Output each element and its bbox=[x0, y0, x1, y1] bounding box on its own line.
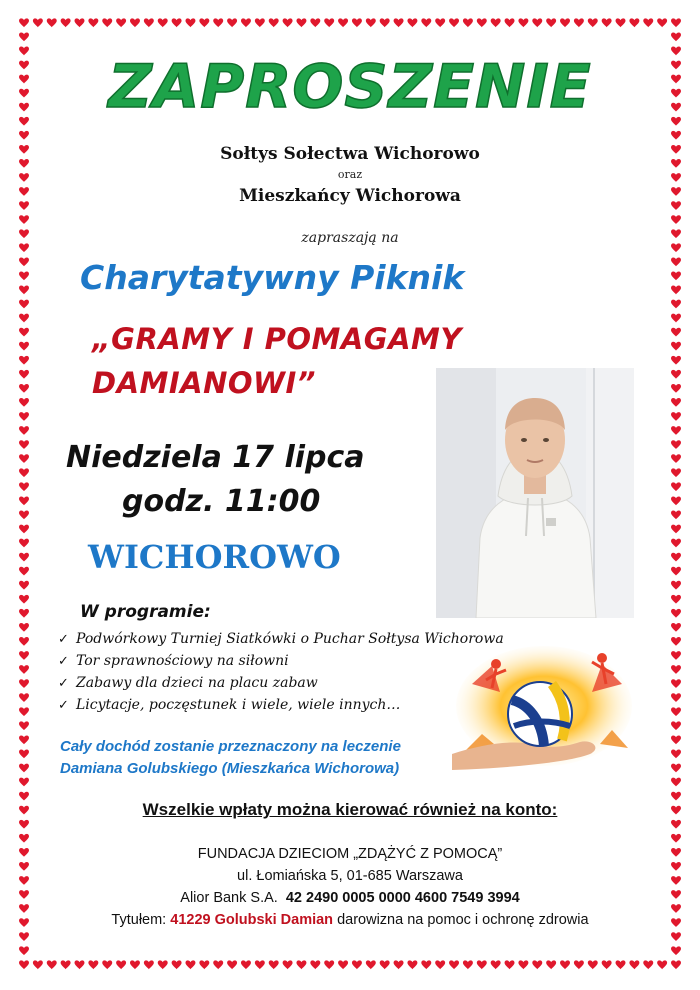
heart-icon bbox=[19, 426, 29, 435]
heart-icon bbox=[616, 960, 626, 969]
heart-icon bbox=[671, 834, 681, 843]
heart-icon bbox=[19, 932, 29, 941]
heart-icon bbox=[33, 18, 43, 27]
heart-icon bbox=[671, 637, 681, 646]
page-title: ZAPROSZENIE bbox=[108, 52, 592, 122]
heart-icon bbox=[671, 18, 681, 27]
heart-icon bbox=[185, 18, 195, 27]
heart-icon bbox=[19, 482, 29, 491]
heart-icon bbox=[19, 356, 29, 365]
heart-icon bbox=[255, 18, 265, 27]
payment-heading: Wszelkie wpłaty można kierować również na konto: bbox=[142, 800, 558, 819]
transfer-title-label: Tytułem: bbox=[111, 912, 167, 928]
heart-icon bbox=[671, 553, 681, 562]
program-item-2: Tor sprawnościowy na siłowni bbox=[76, 653, 289, 669]
heart-icon bbox=[144, 18, 154, 27]
heart-icon bbox=[560, 960, 570, 969]
heart-icon bbox=[657, 960, 667, 969]
heart-icon bbox=[241, 960, 251, 969]
heart-icon bbox=[19, 834, 29, 843]
heart-icon bbox=[19, 960, 29, 969]
heart-icon bbox=[19, 511, 29, 520]
heart-icon bbox=[671, 328, 681, 337]
heart-icon bbox=[19, 637, 29, 646]
heart-icon bbox=[671, 778, 681, 787]
heart-icon bbox=[19, 623, 29, 632]
heart-icon bbox=[671, 820, 681, 829]
program-item-3: Zabawy dla dzieci na placu zabaw bbox=[76, 675, 318, 691]
heart-icon bbox=[19, 525, 29, 534]
heart-icon bbox=[671, 412, 681, 421]
heart-icon bbox=[671, 131, 681, 140]
checkmark-icon: ✓ bbox=[58, 632, 69, 647]
heart-icon bbox=[671, 511, 681, 520]
foundation-name: FUNDACJA DZIECIOM „ZDĄŻYĆ Z POMOCĄ” bbox=[197, 846, 503, 862]
checkmark-icon: ✓ bbox=[58, 698, 69, 713]
heart-icon bbox=[546, 18, 556, 27]
heart-icon bbox=[19, 468, 29, 477]
heart-icon bbox=[671, 764, 681, 773]
heart-icon bbox=[671, 300, 681, 309]
heart-icon bbox=[74, 18, 84, 27]
heart-icon bbox=[671, 539, 681, 548]
heart-icon bbox=[269, 18, 279, 27]
heart-icon bbox=[19, 300, 29, 309]
checkmark-icon: ✓ bbox=[58, 654, 69, 669]
event-date: Niedziela 17 lipca bbox=[66, 440, 365, 475]
heart-icon bbox=[366, 18, 376, 27]
list-item bbox=[58, 650, 504, 672]
organizer-line-2: Mieszkańcy Wichorowa bbox=[239, 186, 461, 206]
transfer-title-rest: darowizna na pomoc i ochronę zdrowia bbox=[337, 912, 589, 928]
heart-icon bbox=[671, 609, 681, 618]
heart-icon bbox=[19, 32, 29, 41]
heart-icon bbox=[671, 342, 681, 351]
heart-icon bbox=[19, 370, 29, 379]
heart-icon bbox=[283, 18, 293, 27]
heart-icon bbox=[671, 370, 681, 379]
transfer-title-ref: 41229 Golubski Damian bbox=[170, 912, 334, 928]
heart-icon bbox=[629, 960, 639, 969]
heart-icon bbox=[33, 960, 43, 969]
heart-icon bbox=[518, 960, 528, 969]
heart-icon bbox=[19, 342, 29, 351]
heart-icon bbox=[47, 18, 57, 27]
heart-icon bbox=[671, 665, 681, 674]
note-line-1: Cały dochód zostanie przeznaczony na leczenie bbox=[60, 738, 401, 755]
heart-icon bbox=[172, 960, 182, 969]
transfer-title-line bbox=[0, 912, 700, 928]
heart-icon bbox=[671, 468, 681, 477]
heart-icon bbox=[352, 960, 362, 969]
heart-icon bbox=[283, 960, 293, 969]
heart-icon bbox=[449, 18, 459, 27]
heart-icon bbox=[19, 412, 29, 421]
heart-icon bbox=[19, 567, 29, 576]
heart-icon bbox=[477, 18, 487, 27]
heart-icon bbox=[366, 960, 376, 969]
heart-icon bbox=[671, 32, 681, 41]
heart-icon bbox=[19, 440, 29, 449]
heart-icon bbox=[671, 651, 681, 660]
heart-icon bbox=[269, 960, 279, 969]
heart-icon bbox=[19, 764, 29, 773]
heart-icon bbox=[88, 18, 98, 27]
heart-icon bbox=[130, 18, 140, 27]
heart-icon bbox=[657, 18, 667, 27]
program-heading: W programie: bbox=[80, 602, 211, 622]
heart-icon bbox=[421, 960, 431, 969]
heart-icon bbox=[463, 18, 473, 27]
heart-icon bbox=[546, 960, 556, 969]
heart-icon bbox=[102, 960, 112, 969]
heart-icon bbox=[227, 18, 237, 27]
heart-icon bbox=[643, 960, 653, 969]
heart-icon bbox=[407, 18, 417, 27]
heart-icon bbox=[19, 679, 29, 688]
heart-icon bbox=[671, 454, 681, 463]
heart-icon bbox=[19, 750, 29, 759]
heart-icon bbox=[19, 328, 29, 337]
heart-icon bbox=[671, 314, 681, 323]
heart-icon bbox=[671, 707, 681, 716]
heart-icon bbox=[19, 693, 29, 702]
heart-icon bbox=[574, 960, 584, 969]
heart-icon bbox=[491, 18, 501, 27]
heart-icon bbox=[213, 960, 223, 969]
heart-icon bbox=[671, 946, 681, 955]
heart-icon bbox=[19, 131, 29, 140]
heart-icon bbox=[671, 440, 681, 449]
heart-icon bbox=[19, 539, 29, 548]
heart-icon bbox=[213, 18, 223, 27]
heart-icon bbox=[61, 960, 71, 969]
heart-icon bbox=[671, 960, 681, 969]
heart-icon bbox=[19, 721, 29, 730]
note-line-2: Damiana Golubskiego (Mieszkańca Wichorowa) bbox=[60, 760, 400, 777]
list-item bbox=[58, 628, 504, 650]
heart-icon bbox=[463, 960, 473, 969]
event-name: Charytatywny Piknik bbox=[80, 258, 465, 297]
heart-icon bbox=[671, 581, 681, 590]
event-place: WICHOROWO bbox=[88, 538, 341, 576]
heart-icon bbox=[296, 18, 306, 27]
heart-icon bbox=[19, 398, 29, 407]
portrait-illustration bbox=[436, 368, 634, 618]
heart-icon bbox=[130, 960, 140, 969]
heart-icon bbox=[671, 567, 681, 576]
organizer-conjunction: oraz bbox=[337, 168, 363, 181]
heart-icon bbox=[19, 595, 29, 604]
invite-text: zapraszają na bbox=[301, 230, 399, 246]
heart-icon bbox=[574, 18, 584, 27]
heart-icon bbox=[629, 18, 639, 27]
heart-icon bbox=[47, 960, 57, 969]
heart-icon bbox=[532, 18, 542, 27]
heart-icon bbox=[102, 18, 112, 27]
heart-icon bbox=[310, 960, 320, 969]
heart-icon bbox=[324, 18, 334, 27]
heart-icon bbox=[19, 946, 29, 955]
heart-icon bbox=[643, 18, 653, 27]
program-item-4: Licytacje, poczęstunek i wiele, wiele innych… bbox=[76, 697, 401, 713]
heart-icon bbox=[671, 693, 681, 702]
heart-icon bbox=[671, 595, 681, 604]
heart-icon bbox=[19, 778, 29, 787]
heart-icon bbox=[435, 960, 445, 969]
list-item bbox=[58, 694, 504, 716]
heart-icon bbox=[338, 18, 348, 27]
heart-icon bbox=[199, 960, 209, 969]
heart-icon bbox=[671, 623, 681, 632]
heart-icon bbox=[19, 314, 29, 323]
heart-icon bbox=[74, 960, 84, 969]
heart-icon bbox=[394, 960, 404, 969]
heart-icon bbox=[380, 18, 390, 27]
program-item-1: Podwórkowy Turniej Siatkówki o Puchar Sołtysa Wichorowa bbox=[76, 631, 504, 647]
heart-icon bbox=[19, 384, 29, 393]
foundation-address: ul. Łomiańska 5, 01-685 Warszawa bbox=[237, 868, 463, 884]
heart-icon bbox=[158, 960, 168, 969]
heart-icon bbox=[505, 960, 515, 969]
bank-name: Alior Bank S.A. bbox=[180, 890, 278, 906]
heart-icon bbox=[671, 398, 681, 407]
heart-icon bbox=[477, 960, 487, 969]
heart-icon bbox=[407, 960, 417, 969]
heart-icon bbox=[671, 384, 681, 393]
heart-icon bbox=[158, 18, 168, 27]
heart-icon bbox=[671, 735, 681, 744]
heart-icon bbox=[116, 960, 126, 969]
checkmark-icon: ✓ bbox=[58, 676, 69, 691]
heart-icon bbox=[19, 665, 29, 674]
heart-icon bbox=[241, 18, 251, 27]
heart-icon bbox=[19, 496, 29, 505]
heart-icon bbox=[616, 18, 626, 27]
heart-icon bbox=[199, 18, 209, 27]
heart-icon bbox=[602, 18, 612, 27]
heart-icon bbox=[671, 525, 681, 534]
heart-icon bbox=[671, 215, 681, 224]
heart-icon bbox=[338, 960, 348, 969]
heart-icon bbox=[671, 257, 681, 266]
bank-account-line bbox=[0, 890, 700, 906]
event-time: godz. 11:00 bbox=[122, 484, 321, 519]
heart-icon bbox=[380, 960, 390, 969]
heart-icon bbox=[19, 18, 29, 27]
heart-icon bbox=[172, 18, 182, 27]
heart-icon bbox=[671, 932, 681, 941]
heart-icon bbox=[671, 750, 681, 759]
heart-icon bbox=[19, 215, 29, 224]
heart-icon bbox=[532, 960, 542, 969]
heart-icon bbox=[421, 18, 431, 27]
heart-icon bbox=[19, 735, 29, 744]
heart-icon bbox=[19, 454, 29, 463]
heart-icon bbox=[19, 707, 29, 716]
heart-icon bbox=[61, 18, 71, 27]
heart-icon bbox=[491, 960, 501, 969]
heart-icon bbox=[588, 18, 598, 27]
heart-icon bbox=[19, 651, 29, 660]
heart-icon bbox=[671, 286, 681, 295]
heart-icon bbox=[449, 960, 459, 969]
heart-icon bbox=[19, 271, 29, 280]
heart-icon bbox=[19, 609, 29, 618]
heart-icon bbox=[671, 482, 681, 491]
heart-icon bbox=[602, 960, 612, 969]
heart-icon bbox=[310, 18, 320, 27]
heart-icon bbox=[19, 581, 29, 590]
heart-icon bbox=[671, 496, 681, 505]
heart-icon bbox=[19, 553, 29, 562]
list-item bbox=[58, 672, 504, 694]
heart-icon bbox=[671, 721, 681, 730]
heart-icon bbox=[144, 960, 154, 969]
heart-icon bbox=[588, 960, 598, 969]
heart-icon bbox=[560, 18, 570, 27]
organizer-line-1: Sołtys Sołectwa Wichorowo bbox=[220, 144, 480, 164]
heart-icon bbox=[185, 960, 195, 969]
volleyball-icon bbox=[452, 644, 632, 774]
heart-icon bbox=[227, 960, 237, 969]
motto-line-1: „GRAMY I POMAGAMY bbox=[92, 322, 462, 356]
heart-icon bbox=[19, 286, 29, 295]
heart-icon bbox=[505, 18, 515, 27]
heart-icon bbox=[671, 356, 681, 365]
heart-icon bbox=[518, 18, 528, 27]
heart-icon bbox=[671, 426, 681, 435]
motto-line-2: DAMIANOWI” bbox=[92, 366, 316, 400]
account-number: 42 2490 0005 0000 4600 7549 3994 bbox=[285, 890, 520, 906]
heart-icon bbox=[352, 18, 362, 27]
heart-icon bbox=[19, 820, 29, 829]
heart-icon bbox=[394, 18, 404, 27]
heart-icon bbox=[671, 679, 681, 688]
heart-icon bbox=[296, 960, 306, 969]
heart-icon bbox=[19, 257, 29, 266]
heart-icon bbox=[435, 18, 445, 27]
heart-icon bbox=[255, 960, 265, 969]
program-list bbox=[58, 628, 504, 716]
heart-icon bbox=[324, 960, 334, 969]
portrait-photo bbox=[436, 368, 634, 618]
heart-icon bbox=[88, 960, 98, 969]
heart-icon bbox=[116, 18, 126, 27]
heart-icon bbox=[671, 271, 681, 280]
